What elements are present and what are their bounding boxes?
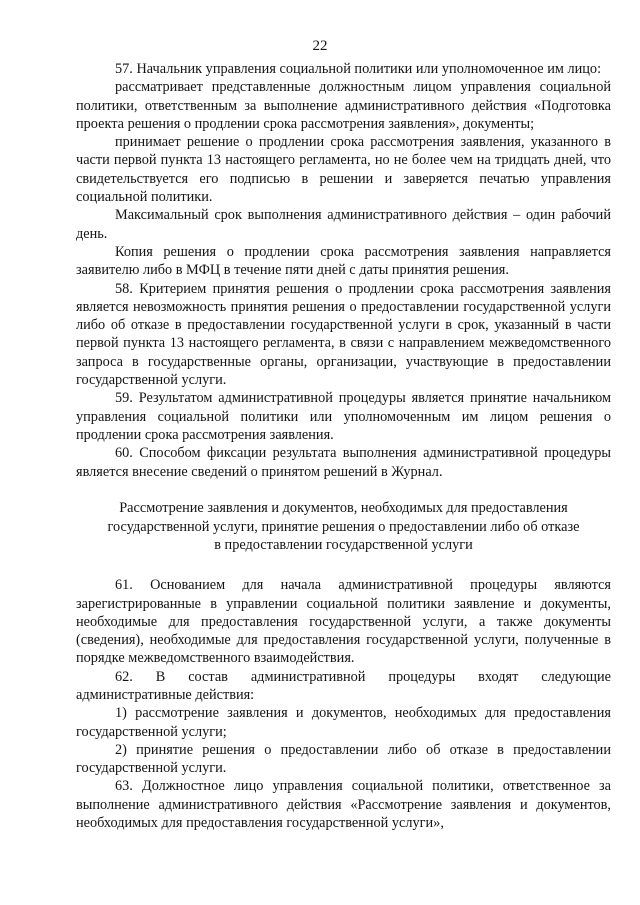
paragraph-60: 60. Способом фиксации результата выполнения административной процедуры является внесение сведений о принятом решений в Журнал. xyxy=(76,445,611,480)
paragraph-57: 57. Начальник управления социальной политики или уполномоченное им лицо: xyxy=(115,61,602,77)
paragraph-62-item-1: 1) рассмотрение заявления и документов, необходимых для предоставления государственной услуги; xyxy=(76,705,611,740)
paragraph-58: 58. Критерием принятия решения о продлении срока рассмотрения заявления является невозможность принятия решения о предоставлении государственной услуги либо об отказе в предоставлении государственной услуги в срок, указанный в части первой пункта 13 настоящего регламента, в связи с направлением межведомственного запроса в государственные органы, организации, участвующие в предоставлении государственной услуги. xyxy=(76,280,611,389)
paragraph-59: 59. Результатом административной процедуры является принятие начальником управления социальной политики или уполномоченным им лицом решения о продлении срока рассмотрения заявления. xyxy=(76,390,611,443)
paragraph-62: 62. В состав административной процедуры входят следующие административные действия: xyxy=(76,668,611,703)
paragraph-62-item-2: 2) принятие решения о предоставлении либо об отказе в предоставлении государственной услуги. xyxy=(76,741,611,777)
page-number: 22 xyxy=(312,38,328,54)
section-heading-line-3: в предоставлении государственной услуги xyxy=(214,537,473,554)
paragraph-57-copy: Копия решения о продлении срока рассмотрения заявления направляется заявителю либо в МФЦ в течение пяти дней с даты принятия решения. xyxy=(76,243,611,279)
document-body xyxy=(76,60,611,832)
paragraph-61: 61. Основанием для начала административной процедуры являются зарегистрированные в управлении социальной политики заявление и документы, необходимые для предоставления государственной услуги, а также документы (сведения), необходимые для предоставления государственной услуги, полученные в порядке межведомственного взаимодействия. xyxy=(76,577,611,667)
paragraph-57-max-term: Максимальный срок выполнения административного действия – один рабочий день. xyxy=(76,207,611,242)
paragraph-63: 63. Должностное лицо управления социальной политики, ответственное за выполнение административного действия «Рассмотрение заявления и документов, необходимых для предоставления государственной услуги», xyxy=(76,778,611,832)
section-heading-line-1: Рассмотрение заявления и документов, необходимых для предоставления xyxy=(119,499,568,516)
paragraph-57-decision: принимает решение о продлении срока рассмотрения заявления, указанного в части первой пункта 13 настоящего регламента, но не более чем на тридцать дней, что свидетельствуется его подписью в решении и заверяется печатью управления социальной политики. xyxy=(76,134,611,206)
section-heading-line-2: государственной услуги, принятие решения о предоставлении либо об отказе xyxy=(107,518,580,535)
section-heading xyxy=(76,499,611,555)
paragraph-57-review: рассматривает представленные должностным лицом управления социальной политики, ответственным за выполнение административного действия «Подготовка проекта решения о продлении срока рассмотрения заявления», документы; xyxy=(76,79,611,132)
